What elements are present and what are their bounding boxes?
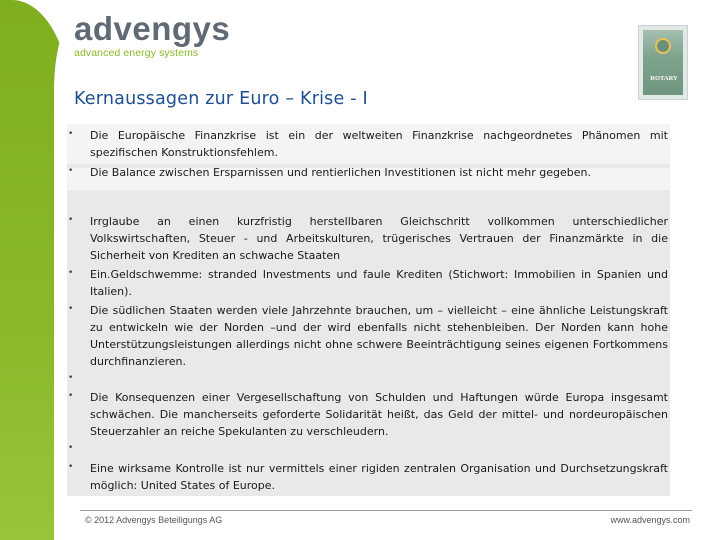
bullet-marker: • bbox=[68, 304, 74, 314]
bullet-marker: • bbox=[68, 268, 74, 278]
footer-website-link[interactable]: www.advengys.com bbox=[610, 515, 690, 525]
rotary-label: ROTARY bbox=[650, 75, 678, 82]
bullet-text: Ein.Geldschwemme: stranded Investments und faule Krediten (Stichwort: Immobilien in Spanien und Italien). bbox=[90, 268, 668, 298]
slide-title: Kernaussagen zur Euro – Krise - I bbox=[74, 89, 368, 109]
footer-divider bbox=[80, 510, 692, 511]
bullet-text: Die Konsequenzen einer Vergesellschaftung von Schulden und Haftungen würde Europa insgesamt schwächen. Die mancherseits geforderte Solidarität heißt, das Geld der mittel- und nordeuropäischen Steuerzahler an reiche Spekulanten zu verschleudern. bbox=[90, 391, 668, 438]
rotary-wheel-icon bbox=[655, 38, 671, 54]
logo-wordmark-text: advengys bbox=[74, 10, 231, 47]
bullet-marker: • bbox=[68, 391, 74, 401]
rotary-badge-image bbox=[643, 30, 683, 95]
bullet-marker: • bbox=[68, 373, 74, 383]
bullet-text: Die Balance zwischen Ersparnissen und rentierlichen Investitionen ist nicht mehr gegeben. bbox=[90, 166, 591, 179]
bullet-text: Die Europäische Finanzkrise ist ein der weltweiten Finanzkrise nachgeordnetes Phänomen mit spezifischen Konstruktionsfehlem. bbox=[90, 129, 668, 159]
bullet-marker: • bbox=[68, 166, 74, 176]
rotary-badge bbox=[638, 25, 688, 100]
bullet-text: Die südlichen Staaten werden viele Jahrzehnte brauchen, um – vielleicht – eine ähnliche Leistungskraft zu entwickeln wie der Norden –und der wird ebenfalls nicht stehenbleiben. Der Norden kann hohe Unterstützungsleistungen allerdings nicht ohne schwere Beeinträchtigung seines eigenen Fortkommens durchfinanzieren. bbox=[90, 304, 668, 368]
logo-tagline: advanced energy systems bbox=[74, 47, 199, 59]
bullet-marker: • bbox=[68, 462, 74, 472]
bullet-text: Irrglaube an einen kurzfristig herstellbaren Gleichschritt vollkommen unterschiedlicher Volkswirtschaften, Steuer - und Arbeitskulturen, trügerisches Vertrauen der Finanzmärkte in die Sicherheit von Krediten an schwache Staaten bbox=[90, 215, 668, 262]
advengys-logo bbox=[74, 10, 231, 66]
footer-copyright: © 2012 Advengys Beteiligungs AG bbox=[85, 515, 223, 525]
bullet-marker: • bbox=[68, 443, 74, 453]
bullet-text: Eine wirksame Kontrolle ist nur vermittels einer rigiden zentralen Organisation und Durchsetzungskraft möglich: United States of Europe. bbox=[90, 462, 668, 492]
logo-wordmark bbox=[74, 10, 231, 47]
bullet-marker: • bbox=[68, 215, 74, 225]
bullet-marker: • bbox=[68, 129, 74, 139]
